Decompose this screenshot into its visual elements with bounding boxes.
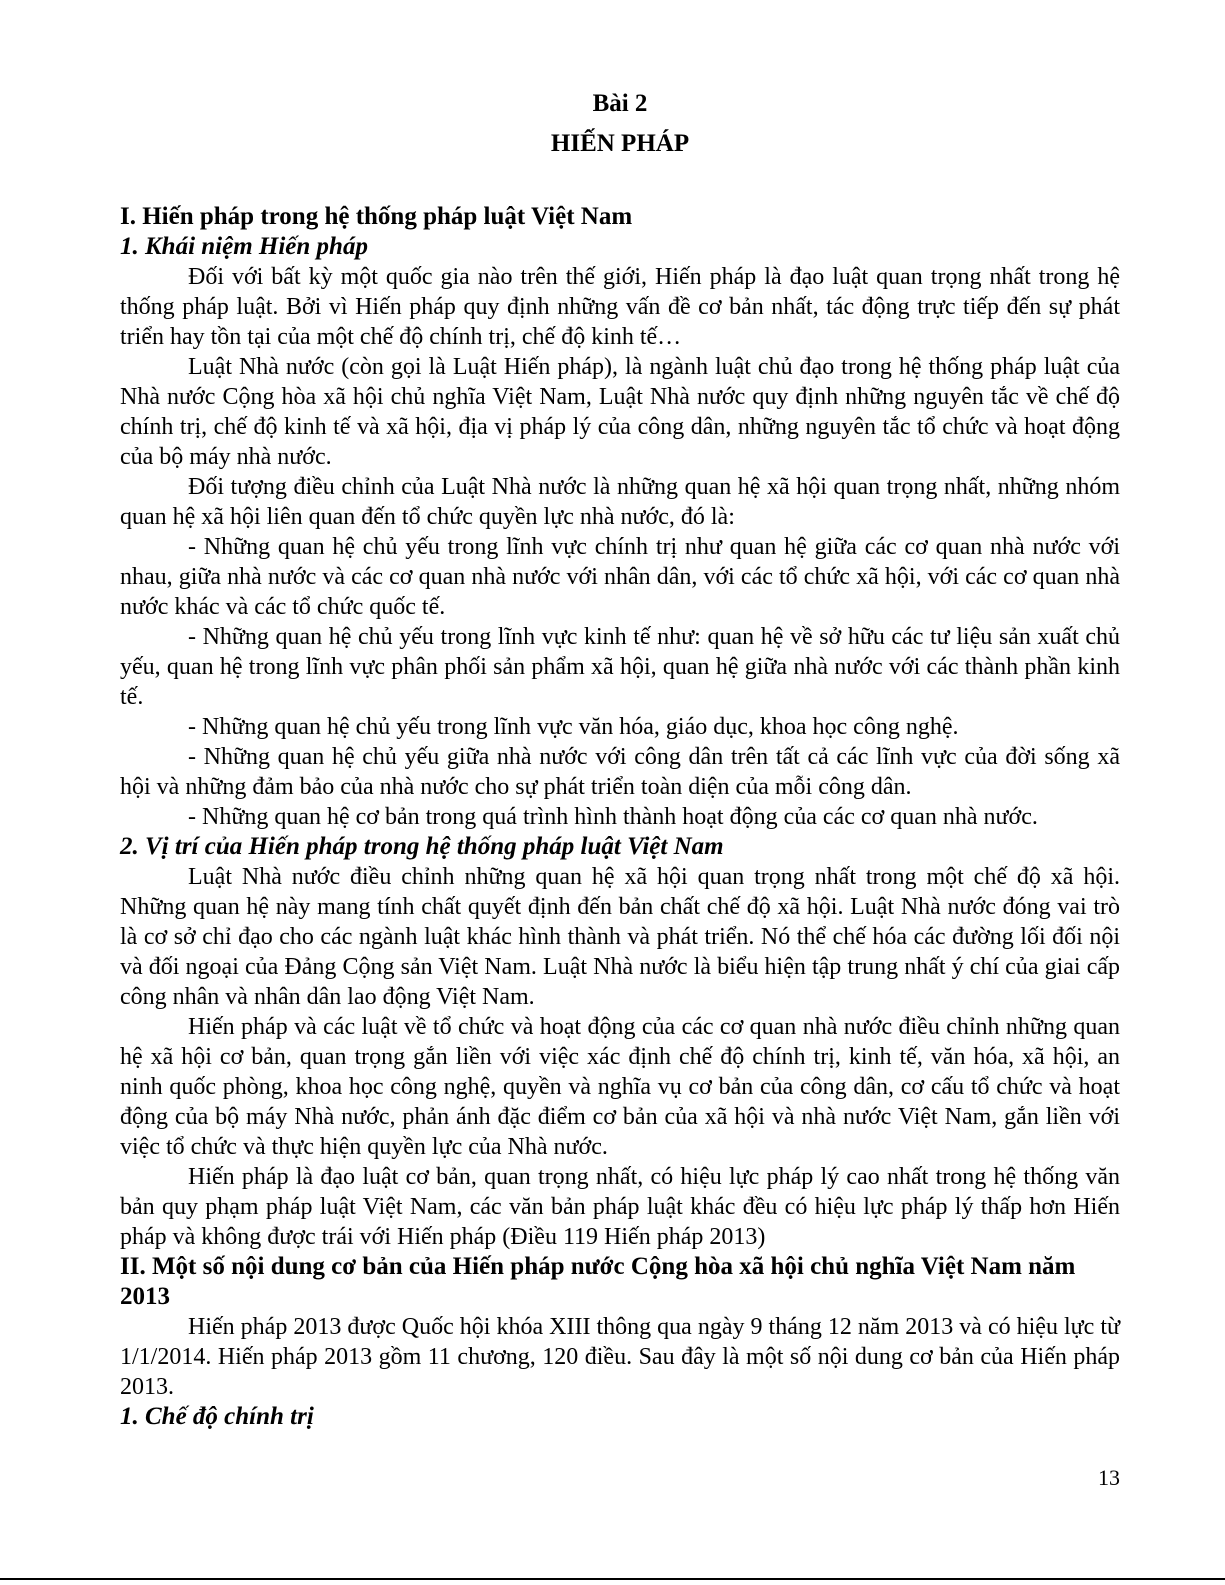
list-item: - Những quan hệ chủ yếu trong lĩnh vực văn hóa, giáo dục, khoa học công nghệ. (188, 714, 959, 740)
section-heading-2: II. Một số nội dung cơ bản của Hiến pháp nước Cộng hòa xã hội chủ nghĩa Việt Nam năm 2013 (120, 1253, 1076, 1310)
section-heading-1: I. Hiến pháp trong hệ thống pháp luật Việt Nam (120, 203, 633, 230)
paragraph: Đối với bất kỳ một quốc gia nào trên thế giới, Hiến pháp là đạo luật quan trọng nhất trong hệ thống pháp luật. Bởi vì Hiến pháp quy định những vấn đề cơ bản nhất, tác động trực tiếp đến sự phát triển hay tồn tại của một chế độ chính trị, chế độ kinh tế… (120, 264, 1120, 350)
paragraph: Hiến pháp là đạo luật cơ bản, quan trọng nhất, có hiệu lực pháp lý cao nhất trong hệ thống văn bản quy phạm pháp luật Việt Nam, các văn bản pháp luật khác đều có hiệu lực pháp lý thấp hơn Hiến pháp và không được trái với Hiến pháp (Điều 119 Hiến pháp 2013) (120, 1164, 1120, 1250)
list-item: - Những quan hệ cơ bản trong quá trình hình thành hoạt động của các cơ quan nhà nước. (188, 804, 1038, 830)
paragraph: Luật Nhà nước điều chỉnh những quan hệ xã hội quan trọng nhất trong một chế độ xã hội. Những quan hệ này mang tính chất quyết định đến bản chất chế độ xã hội. Luật Nhà nước đóng vai trò là cơ sở chỉ đạo cho các ngành luật khác hình thành và phát triển. Nó thể chế hóa các đường lối đối nội và đối ngoại của Đảng Cộng sản Việt Nam. Luật Nhà nước là biểu hiện tập trung nhất ý chí của giai cấp công nhân và nhân dân lao động Việt Nam. (120, 864, 1120, 1010)
lesson-number: Bài 2 (592, 90, 648, 117)
paragraph: Luật Nhà nước (còn gọi là Luật Hiến pháp), là ngành luật chủ đạo trong hệ thống pháp luật của Nhà nước Cộng hòa xã hội chủ nghĩa Việt Nam, Luật Nhà nước quy định những nguyên tắc về chế độ chính trị, chế độ kinh tế và xã hội, địa vị pháp lý của công dân, những nguyên tắc tổ chức và hoạt động của bộ máy nhà nước. (120, 354, 1120, 470)
subsection-heading-2-1: 1. Chế độ chính trị (120, 1403, 314, 1430)
paragraph: Đối tượng điều chỉnh của Luật Nhà nước là những quan hệ xã hội quan trọng nhất, những nhóm quan hệ xã hội liên quan đến tổ chức quyền lực nhà nước, đó là: (120, 474, 1120, 530)
paragraph: Hiến pháp và các luật về tổ chức và hoạt động của các cơ quan nhà nước điều chỉnh những quan hệ xã hội cơ bản, quan trọng gắn liền với việc xác định chế độ chính trị, kinh tế, văn hóa, xã hội, an ninh quốc phòng, khoa học công nghệ, quyền và nghĩa vụ cơ bản của công dân, cơ cấu tổ chức và hoạt động của bộ máy Nhà nước, phản ánh đặc điểm cơ bản của xã hội và nhà nước Việt Nam, gắn liền với việc tổ chức và thực hiện quyền lực của Nhà nước. (120, 1014, 1120, 1160)
page-number: 13 (1098, 1465, 1120, 1490)
page-bottom-rule (0, 1578, 1225, 1580)
subsection-heading-1-2: 2. Vị trí của Hiến pháp trong hệ thống pháp luật Việt Nam (120, 833, 724, 860)
lesson-title: HIẾN PHÁP (550, 130, 690, 157)
list-item: - Những quan hệ chủ yếu trong lĩnh vực chính trị như quan hệ giữa các cơ quan nhà nước với nhau, giữa nhà nước và các cơ quan nhà nước với nhân dân, với các tổ chức xã hội, với các cơ quan nhà nước khác và các tổ chức quốc tế. (120, 534, 1120, 620)
document-page (120, 84, 1120, 1432)
list-item: - Những quan hệ chủ yếu giữa nhà nước với công dân trên tất cả các lĩnh vực của đời sống xã hội và những đảm bảo của nhà nước cho sự phát triển toàn diện của mỗi công dân. (120, 744, 1120, 800)
list-item: - Những quan hệ chủ yếu trong lĩnh vực kinh tế như: quan hệ về sở hữu các tư liệu sản xuất chủ yếu, quan hệ trong lĩnh vực phân phối sản phẩm xã hội, quan hệ giữa nhà nước với các thành phần kinh tế. (120, 624, 1120, 710)
subsection-heading-1-1: 1. Khái niệm Hiến pháp (120, 233, 368, 260)
paragraph: Hiến pháp 2013 được Quốc hội khóa XIII thông qua ngày 9 tháng 12 năm 2013 và có hiệu lực từ 1/1/2014. Hiến pháp 2013 gồm 11 chương, 120 điều. Sau đây là một số nội dung cơ bản của Hiến pháp 2013. (120, 1314, 1120, 1400)
